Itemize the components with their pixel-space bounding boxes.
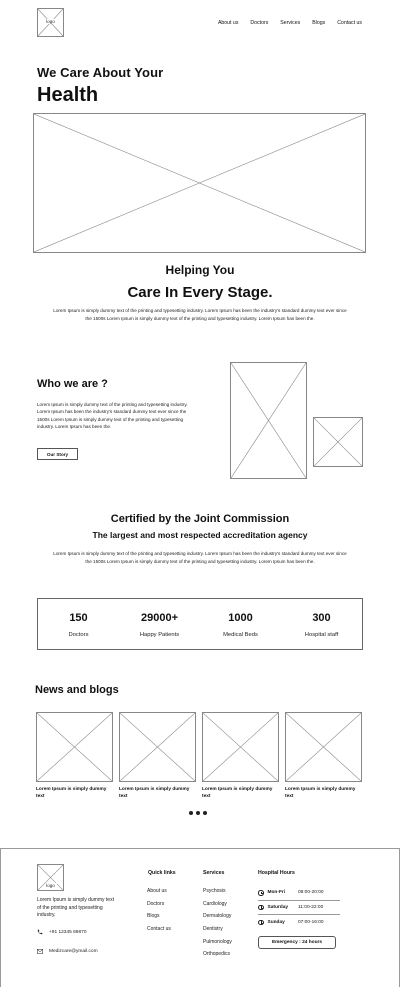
quick-link-doctors[interactable]: Doctors [147,900,165,907]
hero-title-line2: Health [37,84,99,106]
hours-day: Saturday [267,904,289,910]
clock-icon [258,905,264,911]
quick-links-title: Quick links [148,870,176,876]
service-pulmonology[interactable]: Pulmonology [203,938,232,945]
stat-value: 29000+ [140,612,178,624]
hours-time: 07:00-16:00 [298,919,324,925]
stat-label: Medical Beds [223,632,258,638]
stat-value: 300 [312,612,331,624]
who-image-large [230,362,307,479]
service-dermatology[interactable]: Dermatology [203,913,232,920]
who-we-are-text: Lorem Ipsum is simply dummy text of the printing and typesetting industry. Lorem Ipsum has been the industry's standard dummy text ever since the 1500s Lorem Ipsum is simply dummy text of the printing and typesetting industry. Lorem Ipsum has been the. [37,402,188,430]
news-title: News and blogs [35,684,119,696]
helping-title: Helping You [165,263,235,277]
hospital-hours-table [258,886,340,930]
nav-contact-us[interactable]: Contact us [337,20,362,26]
stat-label: Happy Patients [139,632,180,638]
hours-row [258,915,340,930]
carousel-dot[interactable] [196,811,200,815]
footer-phone-text: +91 12345 69870 [49,929,87,935]
service-psychosis[interactable]: Psychosis [203,888,226,894]
helping-subtitle: Care In Every Stage. [127,284,273,301]
stat-hospital-staff [281,599,362,649]
emergency-badge[interactable]: Emergency : 24 hours [258,936,336,949]
stat-label: Doctors [68,632,89,638]
certified-subtitle: The largest and most respected accreditation agency [92,530,308,540]
nav-services[interactable]: Services [280,20,301,26]
helping-text: Lorem Ipsum is simply dummy text of the printing and typesetting industry. Lorem Ipsum has been the industry's standard dummy text ever since the 1500s Lorem Ipsum is simply dummy text of the printing and typesetting industry. Lorem Ipsum has been the. [53,308,347,321]
hero-title-line1: We Care About Your [37,65,164,80]
quick-links-list [147,888,171,939]
carousel-dot[interactable] [189,811,193,815]
news-card-image-1[interactable] [36,712,113,782]
logo-label: logo [46,19,55,24]
stat-medical-beds [200,599,281,649]
hours-day: Sunday [267,919,285,925]
hospital-hours-title: Hospital Hours [258,870,295,876]
news-card-caption-4[interactable]: Lorem Ipsum is simply dummy text [285,787,356,800]
stats-panel [37,598,363,650]
main-nav [218,20,362,26]
stat-label: Hospital staff [304,632,339,638]
services-title: Services [203,870,225,876]
nav-doctors[interactable]: Doctors [250,20,269,26]
stat-value: 1000 [228,612,253,624]
hours-day: Mon-Fri [267,890,286,896]
our-story-button[interactable]: Our Story [37,448,78,460]
footer-logo-label: logo [46,883,55,888]
footer-logo[interactable] [37,864,64,891]
footer-phone[interactable] [37,929,86,935]
nav-blogs[interactable]: Blogs [312,20,326,26]
certified-text: Lorem Ipsum is simply dummy text of the printing and typesetting industry. Lorem Ipsum has been the industry's standard dummy text ever since the 1500s Lorem Ipsum is simply dummy text of the printing and typesetting industry. Lorem Ipsum has been the. [53,551,347,564]
hero-image-placeholder [33,113,366,253]
stat-value: 150 [69,612,88,624]
service-orthopedics[interactable]: Orthopedics [203,951,230,958]
footer-email-text: Medizcare@ymail.com [49,949,98,954]
services-list [203,888,232,964]
stat-doctors [38,599,119,649]
header-logo[interactable] [37,8,64,37]
news-card-image-2[interactable] [119,712,196,782]
service-cardiology[interactable]: Cardiology [203,900,227,907]
news-card-caption-3[interactable]: Lorem Ipsum is simply dummy text [202,787,273,800]
service-dentistry[interactable]: Dentistry [203,926,223,933]
footer-description: Lorem Ipsum is simply dummy text of the printing and typesetting industry. [37,897,114,919]
clock-icon [258,890,264,896]
who-image-small [313,417,363,467]
carousel-dots[interactable] [189,811,207,815]
carousel-dot[interactable] [203,811,207,815]
quick-link-blogs[interactable]: Blogs [147,913,160,920]
who-we-are-title: Who we are ? [37,378,108,390]
news-card-image-3[interactable] [202,712,279,782]
news-card-caption-2[interactable]: Lorem Ipsum is simply dummy text [119,787,190,800]
mail-icon [37,949,43,954]
hours-time: 11:00-22:00 [298,904,324,910]
quick-link-contact-us[interactable]: Contact us [147,926,171,933]
quick-link-about-us[interactable]: About us [147,888,167,894]
news-card-caption-1[interactable]: Lorem Ipsum is simply dummy text [36,787,107,800]
hours-row [258,886,340,901]
nav-about-us[interactable]: About us [217,20,239,26]
footer-email[interactable] [37,949,98,954]
clock-icon [258,920,264,926]
stat-happy-patients [119,599,200,649]
hours-time: 08:00-20:00 [298,890,324,896]
certified-title: Certified by the Joint Commission [110,513,290,525]
news-card-image-4[interactable] [285,712,362,782]
hours-row [258,901,340,916]
phone-icon [37,929,43,935]
